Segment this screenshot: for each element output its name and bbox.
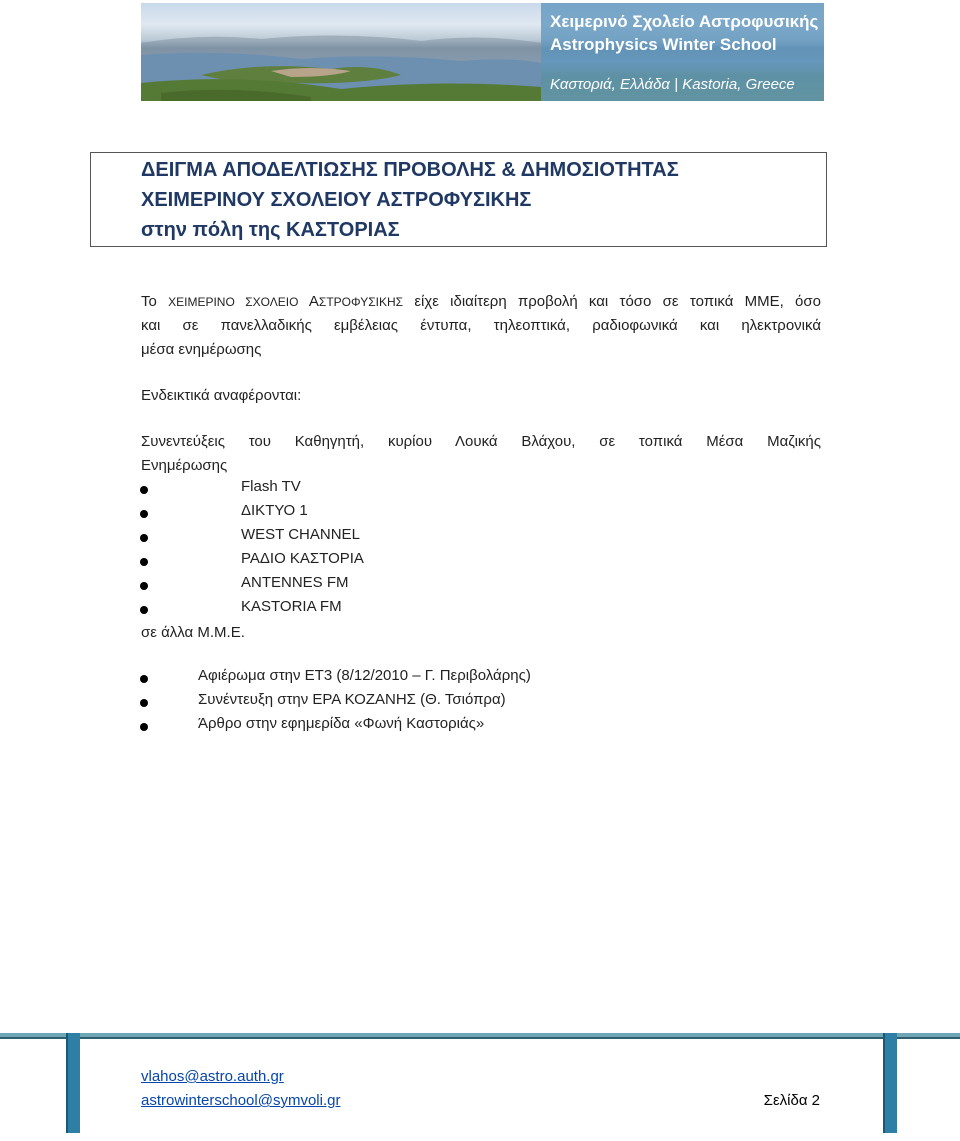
features-list-item: Άρθρο στην εφημερίδα «Φωνή Καστοριάς» xyxy=(198,715,485,732)
indicatively-label: Ενδεικτικά αναφέρονται: xyxy=(141,387,302,404)
footer-email-link-1[interactable]: vlahos@astro.auth.gr xyxy=(141,1068,284,1085)
intro-line-2: και σε πανελλαδικής εμβέλειας έντυπα, τηλεοπτικά, ραδιοφωνικά και ηλεκτρονικά xyxy=(141,317,821,334)
header-banner xyxy=(141,3,824,101)
bullet-icon xyxy=(140,486,148,494)
footer-rule-shadow xyxy=(0,1037,960,1039)
bullet-icon xyxy=(140,510,148,518)
bullet-icon xyxy=(140,606,148,614)
title-line-3: στην πόλη της ΚΑΣΤΟΡΙΑΣ xyxy=(141,219,400,241)
media-list-item: ΔΙΚΤΥΟ 1 xyxy=(241,502,308,519)
media-list-item: Flash TV xyxy=(241,478,301,495)
footer-left-bar xyxy=(66,1033,80,1133)
intro-school-rest: ΣΤΡΟΦΥΣΙΚΗΣ xyxy=(318,295,404,309)
bullet-icon xyxy=(140,723,148,731)
intro-school-a: Α xyxy=(308,293,319,310)
bullet-icon xyxy=(140,558,148,566)
bullet-icon xyxy=(140,675,148,683)
intro-school-small: ΧΕΙΜΕΡΙΝΟ ΣΧΟΛΕΙΟ xyxy=(168,295,299,309)
footer-email-link-2[interactable]: astrowinterschool@symvoli.gr xyxy=(141,1092,341,1109)
interviews-line-1: Συνεντεύξεις του Καθηγητή, κυρίου Λουκά Βλάχου, σε τοπικά Μέσα Μαζικής xyxy=(141,433,821,450)
intro-line-1-rest: είχε ιδιαίτερη προβολή και τόσο σε τοπικά ΜΜΕ, όσο xyxy=(414,293,821,310)
intro-line-1 xyxy=(141,290,821,314)
banner-location: Καστοριά, Ελλάδα | Kastoria, Greece xyxy=(550,76,795,93)
media-list-item: KASTORIA FM xyxy=(241,598,342,615)
footer-right-bar xyxy=(883,1033,897,1133)
document-title-box xyxy=(90,152,827,247)
title-line-2: ΧΕΙΜΕΡΙΝΟΥ ΣΧΟΛΕΙΟΥ ΑΣΤΡΟΦΥΣΙΚΗΣ xyxy=(141,189,532,211)
features-list-item: Συνέντευξη στην ΕΡΑ ΚΟΖΑΝΗΣ (Θ. Τσιόπρα) xyxy=(198,691,506,708)
intro-lead: Το xyxy=(141,293,157,310)
media-list-item: ΡΑΔΙΟ ΚΑΣΤΟΡΙΑ xyxy=(241,550,364,567)
title-line-1: ΔΕΙΓΜΑ ΑΠΟΔΕΛΤΙΩΣΗΣ ΠΡΟΒΟΛΗΣ & ΔΗΜΟΣΙΟΤΗΤΑΣ xyxy=(141,159,679,181)
banner-title-panel xyxy=(541,3,824,101)
other-media: σε άλλα Μ.Μ.Ε. xyxy=(141,624,245,641)
banner-title-greek: Χειμερινό Σχολείο Αστροφυσικής xyxy=(550,12,819,31)
interviews-line-2: Ενημέρωσης xyxy=(141,457,228,474)
bullet-icon xyxy=(140,582,148,590)
banner-title-english: Astrophysics Winter School xyxy=(550,35,777,54)
media-list-item: WEST CHANNEL xyxy=(241,526,360,543)
features-list-item: Αφιέρωμα στην ΕΤ3 (8/12/2010 – Γ. Περιβολάρης) xyxy=(198,667,531,684)
media-list-item: ANTENNES FM xyxy=(241,574,349,591)
bullet-icon xyxy=(140,699,148,707)
intro-line-3: μέσα ενημέρωσης xyxy=(141,341,262,358)
bullet-icon xyxy=(140,534,148,542)
page-number: Σελίδα 2 xyxy=(763,1092,820,1109)
